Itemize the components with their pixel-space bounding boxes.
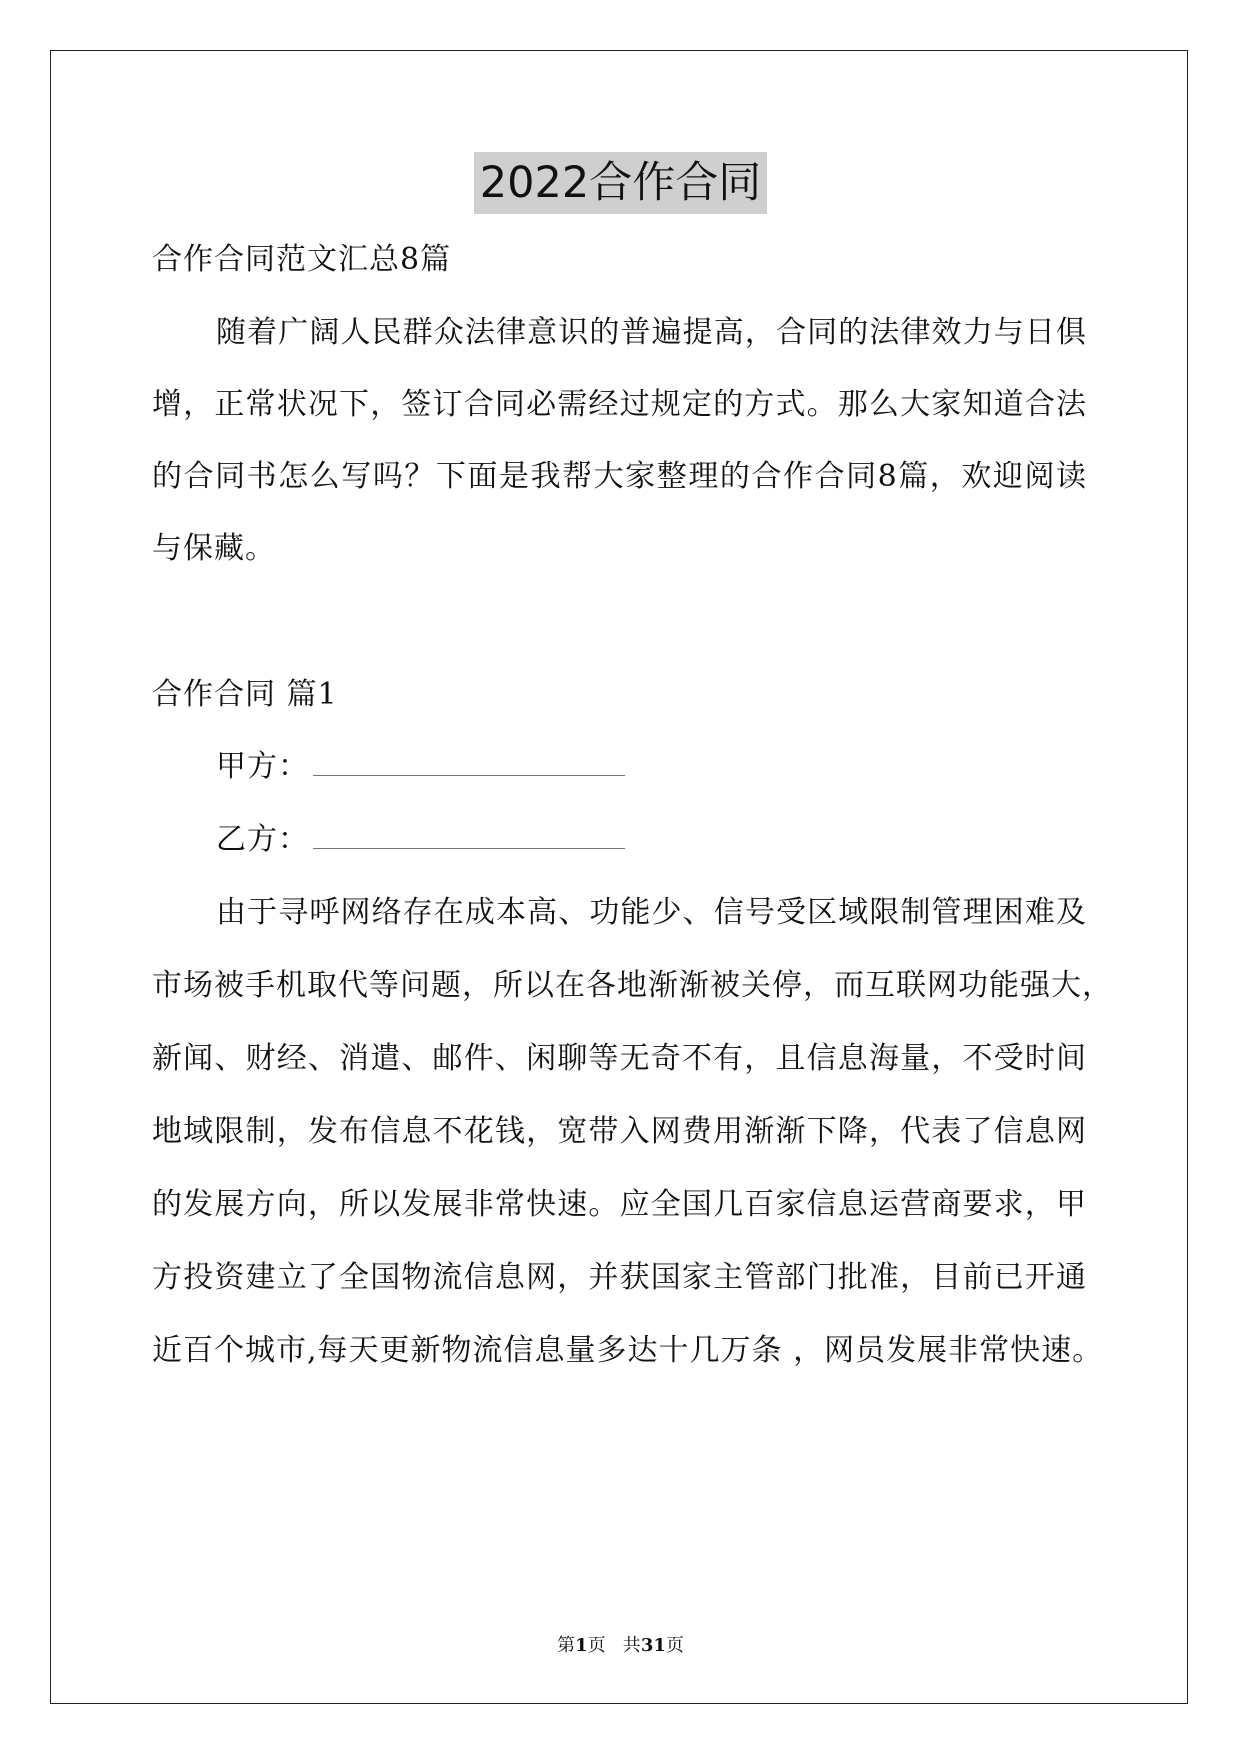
body-line-5: 的发展方向，所以发展非常快速。应全国几百家信息运营商要求，甲 [152,1187,1087,1222]
section-heading: 合作合同 篇1 [152,677,338,712]
body-line-4: 地域限制，发布信息不花钱，宽带入网费用渐渐下降，代表了信息网 [152,1114,1087,1149]
party-b-blank-line [313,822,625,849]
page-footer [0,1634,1241,1658]
body-line-2: 市场被手机取代等问题，所以在各地渐渐被关停，而互联网功能强大， [152,968,1113,1003]
party-b-row [216,820,625,860]
intro-line-3: 的合同书怎么写吗？下面是我帮大家整理的合作合同8篇，欢迎阅读 [152,459,1087,494]
intro-line-1: 随着广阔人民群众法律意识的普遍提高，合同的法律效力与日俱 [216,315,1087,350]
title-container [0,152,1241,214]
body-line-1: 由于寻呼网络存在成本高、功能少、信号受区域限制管理困难及 [216,895,1087,930]
document-title: 2022合作合同 [474,152,767,214]
body-line-6: 方投资建立了全国物流信息网，并获国家主管部门批准，目前已开通 [152,1260,1087,1295]
body-line-3: 新闻、财经、消遣、邮件、闲聊等无奇不有，且信息海量，不受时间 [152,1041,1087,1076]
body-line-7: 近百个城市,每天更新物流信息量多达十几万条 ，网员发展非常快速。 [152,1333,1104,1368]
party-a-row [216,747,625,787]
footer-mid: 页 共 [587,1635,641,1656]
party-a-label: 甲方： [216,749,309,784]
page-border [50,50,1188,1704]
intro-line-4: 与保藏。 [152,531,276,566]
intro-line-2: 增，正常状况下，签订合同必需经过规定的方式。那么大家知道合法 [152,387,1087,422]
footer-prefix: 第 [557,1635,576,1656]
footer-suffix: 页 [665,1635,684,1656]
party-a-blank-line [313,749,625,776]
footer-page-number: 1 [575,1635,588,1656]
party-b-label: 乙方： [216,822,309,857]
footer-total-pages: 31 [640,1635,666,1656]
document-subtitle: 合作合同范文汇总8篇 [152,242,452,277]
